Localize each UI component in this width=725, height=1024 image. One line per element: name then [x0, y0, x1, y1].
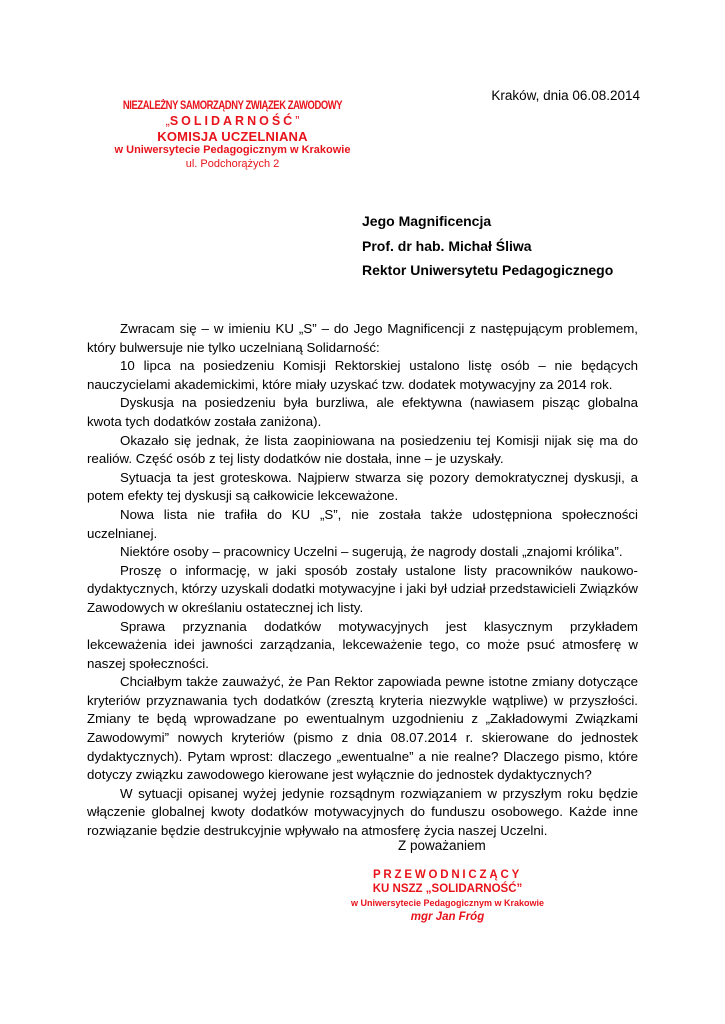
- body-paragraph: Proszę o informację, w jaki sposób zostały ustalone listy pracowników naukowo-dydaktycznych, którzy uzyskali dodatki motywacyjne i jaki był udział przedstawicieli Związków Zawodowych w określaniu ostatecznej ich listy.: [87, 562, 638, 615]
- signature-block: [335, 868, 560, 924]
- signature-org: KU NSZZ „SOLIDARNOŚĆ”: [372, 883, 523, 895]
- body-paragraph: Sprawa przyznania dodatków motywacyjnych jest klasycznym przykładem lekceważenia idei jawności zarządzania, lekceważenie tego, co może psuć atmosferę w naszej społeczności.: [87, 618, 638, 671]
- signature-name: mgr Jan Fróg: [410, 911, 485, 923]
- sender-letterhead: [60, 100, 405, 171]
- body-paragraph: Dyskusja na posiedzeniu była burzliwa, ale efektywna (nawiasem pisząc globalna kwota tych dodatków została zaniżona).: [87, 395, 638, 429]
- sender-street: ul. Podchorążych 2: [185, 157, 280, 170]
- quote-close: ”: [295, 113, 300, 128]
- body-paragraph: 10 lipca na posiedzeniu Komisji Rektorskiej ustalono listę osób – nie będących nauczycielami akademickimi, które miały uzyskać tzw. dodatek motywacyjny za 2014 rok.: [87, 358, 638, 392]
- addressee-block: [362, 209, 682, 283]
- signature-university: w Uniwersytecie Pedagogicznym w Krakowie: [350, 898, 545, 908]
- quote-open: „: [165, 113, 170, 128]
- body-paragraph: Okazało się jednak, że lista zaopiniowana na posiedzeniu tej Komisji nijak się ma do realiów. Część osób z tej listy dodatków nie dostała, inne – je uzyskały.: [87, 432, 638, 467]
- commission-name: KOMISJA UCZELNIANA: [157, 128, 308, 144]
- solidarnosc-text: SOLIDARNOŚĆ: [169, 113, 296, 128]
- union-name: NIEZALEŻNY SAMORZĄDNY ZWIĄZEK ZAWODOWY: [122, 100, 343, 112]
- body-paragraph: Niektóre osoby – pracownicy Uczelni – sugerują, że nagrody dostali „znajomi królika”.: [120, 544, 623, 560]
- closing-salutation: Z poważaniem: [398, 838, 486, 853]
- solidarnosc-name: [60, 114, 405, 129]
- body-paragraph: Nowa lista nie trafiła do KU „S”, nie została także udostępniona społeczności uczelnianej.: [87, 506, 638, 541]
- body-paragraph: Zwracam się – w imieniu KU „S” – do Jego Magnificencji z następującym problemem, który bulwersuje nie tylko uczelnianą Solidarność:: [87, 321, 638, 355]
- body-paragraph: W sytuacji opisanej wyżej jedynie rozsądnym rozwiązaniem w przyszłym roku będzie włączenie globalnej kwoty dodatków motywacyjnych do funduszu osobowego. Każde inne rozwiązanie będzie destrukcyjnie wpływało na atmosferę życia naszej Uczelni.: [87, 785, 638, 839]
- addressee-line-2: Prof. dr hab. Michał Śliwa: [362, 237, 532, 254]
- signature-title: PRZEWODNICZĄCY: [372, 869, 523, 881]
- body-paragraph: Sytuacja ta jest groteskowa. Najpierw stwarza się pozory demokratycznej dyskusji, a potem efekty tej dyskusji są całkowicie lekceważone.: [87, 469, 638, 504]
- addressee-line-3: Rektor Uniwersytetu Pedagogicznego: [362, 262, 614, 278]
- sender-university: w Uniwersytecie Pedagogicznym w Krakowie: [114, 144, 351, 157]
- letter-body: [87, 320, 638, 841]
- addressee-line-1: Jego Magnificencja: [362, 213, 492, 229]
- body-paragraph: Chciałbym także zauważyć, że Pan Rektor zapowiada pewne istotne zmiany dotyczące kryteriów przyznawania tych dodatków (zresztą kryteria niezwykle wątpliwe) w przyszłości. Zmiany te będą wprowadzane po ewentualnym uzgodnieniu z „Zakładowymi Związkami Zawodowymi” nowych kryteriów (pismo z dnia 08.07.2014 r. skierowane do jednostek dydaktycznych). Pytam wprost: dlaczego „ewentualne” a nie realne? Dlaczego pismo, które dotyczy związku zawodowego kierowane jest wyłącznie do jednostek dydaktycznych?: [87, 674, 638, 783]
- letter-date: Kraków, dnia 06.08.2014: [491, 88, 640, 103]
